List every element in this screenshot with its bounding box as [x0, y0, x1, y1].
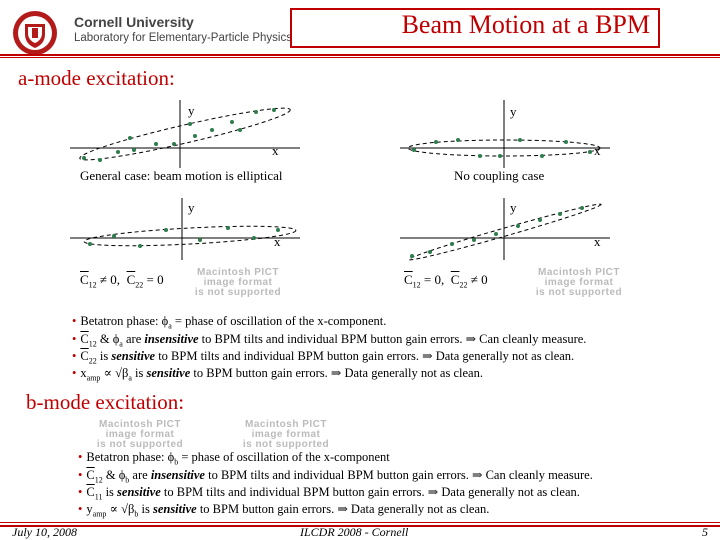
pict-placeholder-1: Macintosh PICT image format is not supported [194, 267, 282, 298]
slide-title: Beam Motion at a BPM [401, 10, 650, 39]
pict-placeholder-2: Macintosh PICT image format is not supported [535, 267, 623, 298]
beam-ellipse [78, 101, 293, 167]
bpm-points [82, 108, 276, 162]
a-mode-bullet-2: • $\overline{C}_{12}$ & $\phi_a$ are insensitive to BPM tilts and individual BPM button gain errors. ⇒ Can cleanly measure. [72, 332, 587, 349]
a-mode-bullet-3: • $\overline{C}_{22}$ is sensitive to BPM tilts and individual BPM button gain errors. ⇒ Data generally not as clean. [72, 349, 575, 366]
org-name: Cornell University [74, 14, 194, 30]
b-mode-bullet-3: • $\overline{C}_{11}$ is sensitive to BPM tilts and individual BPM button gain errors. ⇒ Data generally not as clean. [78, 485, 580, 502]
plot-general-elliptical [70, 100, 300, 170]
x-axis-label: x [594, 234, 601, 249]
b-mode-bullet-2: • $\overline{C}_{12}$ & $\phi_b$ are insensitive to BPM tilts and individual BPM button gain errors. ⇒ Can cleanly measure. [78, 468, 593, 485]
footer-date: July 10, 2008 [12, 525, 77, 539]
y-axis-label: y [188, 200, 195, 215]
a-mode-heading: a-mode excitation: [18, 66, 175, 90]
bpm-points [410, 206, 584, 258]
page-number: 5 [702, 525, 708, 539]
cornell-seal-logo [12, 10, 58, 56]
pict-placeholder-3: Macintosh PICT image format is not supported [96, 419, 184, 450]
y-axis-label: y [510, 104, 517, 119]
caption-no-coupling: No coupling case [454, 168, 545, 183]
header-rule [0, 54, 720, 56]
coupling-label-right: $\overline{C}_{12} = 0$, $\overline{C}_{22} \ne 0$ [404, 272, 488, 290]
plot-c22-nonzero [400, 198, 610, 262]
b-mode-heading: b-mode excitation: [26, 390, 185, 414]
plot-no-coupling [400, 100, 610, 170]
b-mode-bullet-1: • Betatron phase: $\phi_b$ = phase of oscillation of the x-component [78, 450, 390, 467]
beam-ellipse [408, 201, 602, 262]
plot-c12-nonzero [70, 198, 300, 262]
a-mode-bullet-1: • Betatron phase: $\phi_a$ = phase of oscillation of the x-component. [72, 314, 387, 331]
caption-general: General case: beam motion is elliptical [80, 168, 283, 183]
x-axis-label: x [274, 234, 281, 249]
footer-rule-thin [0, 522, 720, 523]
b-mode-bullet-4: • $y_{amp} \propto √\beta_b$ is sensitive to BPM button gain errors. ⇒ Data generally not as clean. [78, 502, 490, 519]
org-lab-name: Laboratory for Elementary-Particle Physics [74, 32, 292, 44]
pict-placeholder-4: Macintosh PICT image format is not supported [242, 419, 330, 450]
footer-event: ILCDR 2008 - Cornell [300, 525, 409, 539]
coupling-label-left: $\overline{C}_{12} \ne 0$, $\overline{C}_{22} = 0$ [80, 272, 164, 290]
y-axis-label: y [510, 200, 517, 215]
header-rule-thin [0, 57, 720, 58]
x-axis-label: x [594, 143, 601, 158]
y-axis-label: y [188, 103, 195, 118]
x-axis-label: x [272, 143, 279, 158]
a-mode-bullet-4: • $x_{amp} \propto √\beta_a$ is sensitive to BPM button gain errors. ⇒ Data generally not as clean. [72, 366, 483, 383]
